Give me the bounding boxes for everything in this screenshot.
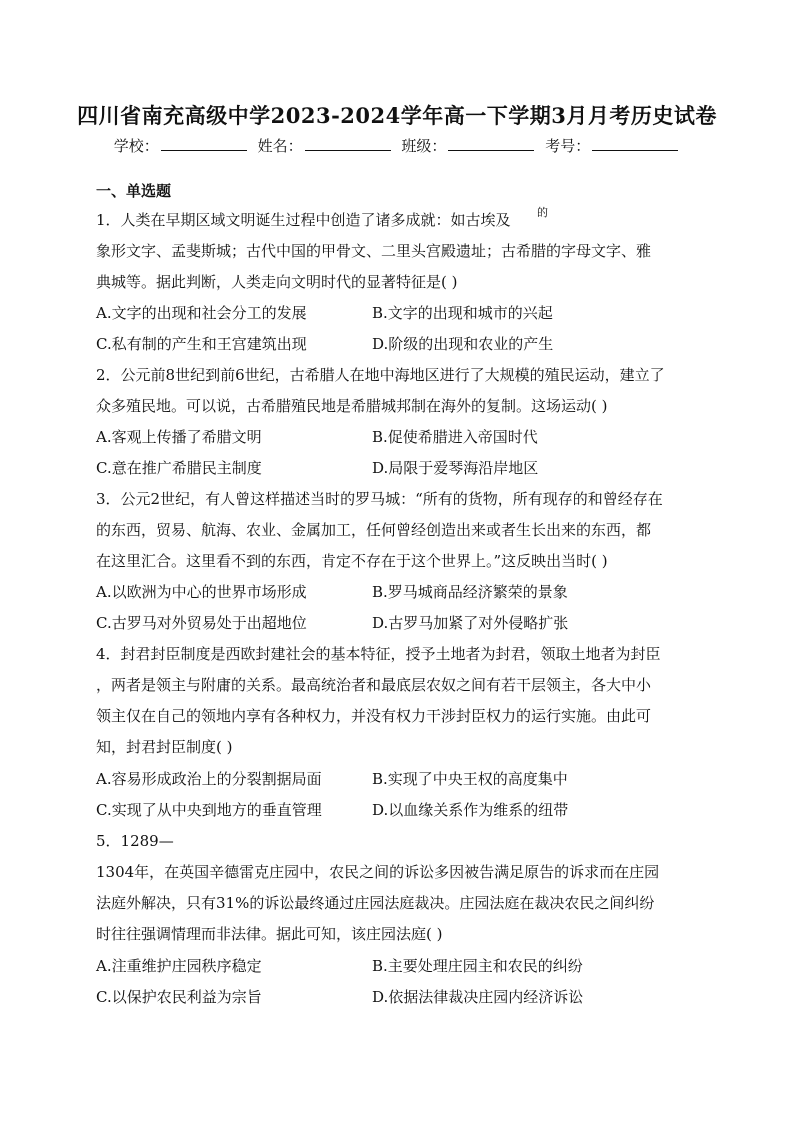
question-1-line-1: 1．人类在早期区域文明诞生过程中创造了诸多成就：如古埃及 <box>96 211 511 229</box>
question-4-line-2: ，两者是领主与附庸的关系。最高统治者和最底层农奴之间有若干层领主，各大中小 <box>96 676 652 694</box>
question-2-option-c[interactable]: C.意在推广希腊民主制度 <box>96 459 262 477</box>
question-4-line-4: 知，封君封臣制度( ) <box>96 738 233 756</box>
question-2-option-d[interactable]: D.局限于爱琴海沿岸地区 <box>372 459 539 477</box>
question-5-line-2: 1304年，在英国辛德雷克庄园中，农民之间的诉讼多因被告满足原告的诉求而在庄园 <box>96 863 660 881</box>
question-1-line-2: 象形文字、孟斐斯城；古代中国的甲骨文、二里头宫殿遗址；古希腊的字母文字、雅 <box>96 242 652 260</box>
question-5-option-d[interactable]: D.依据法律裁决庄园内经济诉讼 <box>372 988 584 1006</box>
school-label: 学校： <box>113 137 159 155</box>
question-2-line-2: 众多殖民地。可以说，古希腊殖民地是希腊城邦制在海外的复制。这场运动( ) <box>96 397 608 415</box>
question-1-option-d[interactable]: D.阶级的出现和农业的产生 <box>372 335 554 353</box>
exam-number-label: 考号： <box>545 137 591 155</box>
school-blank[interactable] <box>161 136 247 151</box>
question-3-line-1: 3．公元2世纪，有人曾这样描述当时的罗马城：“所有的货物，所有现存的和曾经存在 <box>96 490 663 508</box>
question-4-option-b[interactable]: B.实现了中央王权的高度集中 <box>372 770 568 788</box>
question-3-option-a[interactable]: A.以欧洲为中心的世界市场形成 <box>96 583 307 601</box>
question-2-option-a[interactable]: A.客观上传播了希腊文明 <box>96 428 262 446</box>
question-5-line-3: 法庭外解决，只有31%的诉讼最终通过庄园法庭裁决。庄园法庭在裁决农民之间纠纷 <box>96 894 655 912</box>
question-5-line-4: 时往往强调情理而非法律。据此可知，该庄园法庭( ) <box>96 925 443 943</box>
question-5-option-c[interactable]: C.以保护农民利益为宗旨 <box>96 988 262 1006</box>
exam-title: 四川省南充高级中学2023-2024学年高一下学期3月月考历史试卷 <box>77 103 717 128</box>
question-4-option-c[interactable]: C.实现了从中央到地方的垂直管理 <box>96 801 322 819</box>
question-5-option-a[interactable]: A.注重维护庄园秩序稳定 <box>96 957 262 975</box>
question-4-option-a[interactable]: A.容易形成政治上的分裂割据局面 <box>96 770 322 788</box>
question-4-line-1: 4．封君封臣制度是西欧封建社会的基本特征，授予土地者为封君，领取土地者为封臣 <box>96 645 661 663</box>
question-3-option-d[interactable]: D.古罗马加紧了对外侵略扩张 <box>372 614 569 632</box>
question-1-option-c[interactable]: C.私有制的产生和王宫建筑出现 <box>96 335 307 353</box>
name-blank[interactable] <box>305 136 391 151</box>
section-heading: 一、单选题 <box>96 182 172 200</box>
question-3-line-3: 在这里汇合。这里看不到的东西，肯定不存在于这个世界上。”这反映出当时( ) <box>96 552 608 570</box>
class-label: 班级： <box>401 137 447 155</box>
question-1-option-b[interactable]: B.文字的出现和城市的兴起 <box>372 304 553 322</box>
question-2-option-b[interactable]: B.促使希腊进入帝国时代 <box>372 428 538 446</box>
question-2-line-1: 2．公元前8世纪到前6世纪，古希腊人在地中海地区进行了大规模的殖民运动，建立了 <box>96 366 665 384</box>
question-3-option-b[interactable]: B.罗马城商品经济繁荣的景象 <box>372 583 568 601</box>
class-blank[interactable] <box>448 136 534 151</box>
question-4-option-d[interactable]: D.以血缘关系作为维系的纽带 <box>372 801 569 819</box>
exam-number-blank[interactable] <box>592 136 678 151</box>
question-1-line-3: 典城等。据此判断，人类走向文明时代的显著特征是( ) <box>96 273 458 291</box>
name-label: 姓名： <box>257 137 303 155</box>
question-3-line-2: 的东西，贸易、航海、农业、金属加工，任何曾经创造出来或者生长出来的东西，都 <box>96 521 652 539</box>
student-info-row <box>0 135 794 156</box>
question-3-option-c[interactable]: C.古罗马对外贸易处于出超地位 <box>96 614 307 632</box>
question-1-superscript: 的 <box>537 206 548 219</box>
question-1-option-a[interactable]: A.文字的出现和社会分工的发展 <box>96 304 307 322</box>
question-5-option-b[interactable]: B.主要处理庄园主和农民的纠纷 <box>372 957 583 975</box>
question-5-line-1: 5．1289— <box>96 832 174 850</box>
question-4-line-3: 领主仅在自己的领地内享有各种权力，并没有权力干涉封臣权力的运行实施。由此可 <box>96 707 652 725</box>
